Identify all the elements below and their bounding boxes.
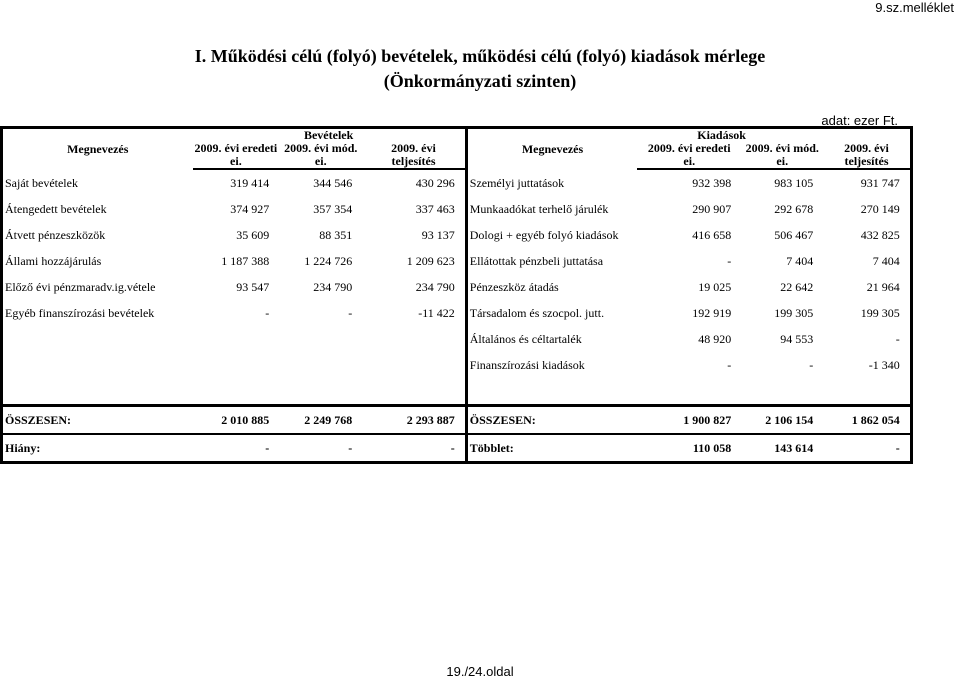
expense-total-original: 1 900 827	[637, 406, 741, 435]
income-actual: -11 422	[362, 300, 466, 326]
surplus-actual: -	[823, 434, 911, 463]
income-actual: 430 296	[362, 169, 466, 196]
expense-total-modified: 2 106 154	[741, 406, 823, 435]
expense-original: 932 398	[692, 176, 732, 190]
deficit-label: Hiány:	[2, 434, 193, 463]
expense-modified-header: 2009. évi mód. ei.	[741, 142, 823, 169]
table-row	[2, 248, 912, 274]
income-name: Egyéb finanszírozási bevételek	[5, 306, 155, 320]
expense-actual: 270 149	[860, 202, 900, 216]
expense-modified: -	[809, 358, 814, 372]
expense-name: Munkaadókat terhelő járulék	[469, 202, 609, 216]
expense-modified: 7 404	[786, 254, 814, 268]
income-modified: 234 790	[313, 280, 353, 294]
expense-name-header: Megnevezés	[466, 128, 637, 170]
income-name	[2, 326, 193, 352]
balance-table	[0, 126, 913, 464]
expense-section-header: Kiadások	[697, 128, 746, 142]
income-modified: -	[348, 306, 353, 320]
income-actual: 1 209 623	[362, 248, 466, 274]
income-original: 1 187 388	[221, 254, 270, 268]
expense-name: Finanszírozási kiadások	[469, 358, 585, 372]
expense-modified: 22 642	[780, 280, 814, 294]
income-original: 35 609	[236, 228, 270, 242]
expense-name: Általános és céltartalék	[469, 332, 582, 346]
income-modified: 344 546	[313, 176, 353, 190]
income-name	[2, 352, 193, 378]
unit-note: adat: ezer Ft.	[821, 113, 898, 128]
expense-actual: 432 825	[860, 228, 900, 242]
expense-actual: -	[895, 332, 900, 346]
income-total-modified: 2 249 768	[279, 406, 362, 435]
page-subtitle: (Önkormányzati szinten)	[383, 71, 577, 91]
expense-name: Személyi juttatások	[469, 175, 565, 190]
income-modified: 1 224 726	[304, 254, 353, 268]
expense-actual: -1 340	[868, 358, 900, 372]
expense-original: -	[727, 254, 732, 268]
income-section-header: Bevételek	[303, 128, 354, 142]
income-actual: 337 463	[362, 196, 466, 222]
expense-name: Ellátottak pénzbeli juttatása	[469, 254, 604, 268]
income-modified: 357 354	[313, 202, 353, 216]
expense-name: Társadalom és szocpol. jutt.	[469, 306, 605, 320]
income-name: Átengedett bevételek	[5, 202, 107, 216]
surplus-modified: 143 614	[741, 434, 823, 463]
header-row-1	[2, 128, 912, 143]
balance-row	[2, 434, 912, 463]
income-total-label: ÖSSZESEN:	[2, 406, 193, 435]
expense-modified: 506 467	[774, 228, 814, 242]
income-name: Saját bevételek	[5, 175, 78, 190]
income-name: Előző évi pénzmaradv.ig.vétele	[5, 280, 156, 294]
income-original	[193, 326, 280, 352]
income-name: Állami hozzájárulás	[5, 254, 102, 268]
page-title: I. Működési célú (folyó) bevételek, működési célú (folyó) kiadások mérlege	[194, 46, 766, 66]
income-original: 374 927	[230, 202, 270, 216]
income-modified: 88 351	[319, 228, 353, 242]
expense-modified: 199 305	[774, 306, 814, 320]
expense-original: 48 920	[698, 332, 732, 346]
page-number: 19./24.oldal	[446, 664, 514, 679]
deficit-original: -	[193, 434, 280, 463]
expense-total-label: ÖSSZESEN:	[466, 406, 637, 435]
surplus-label: Többlet:	[466, 434, 637, 463]
expense-actual-header: 2009. évi teljesítés	[823, 142, 911, 169]
income-actual-header: 2009. évi teljesítés	[362, 142, 466, 169]
table-row	[2, 274, 912, 300]
income-original	[193, 352, 280, 378]
income-actual: 234 790	[362, 274, 466, 300]
expense-original-header: 2009. évi eredeti ei.	[637, 142, 741, 169]
income-name: Átvett pénzeszközök	[5, 228, 106, 242]
expense-modified: 292 678	[774, 202, 814, 216]
income-original: -	[265, 306, 270, 320]
expense-actual: 199 305	[860, 306, 900, 320]
expense-actual: 21 964	[866, 280, 900, 294]
expense-actual: 7 404	[872, 254, 900, 268]
table-row	[2, 352, 912, 378]
expense-original: 192 919	[692, 306, 732, 320]
expense-original: 416 658	[692, 228, 732, 242]
income-original: 93 547	[236, 280, 270, 294]
spacer-row	[2, 378, 912, 406]
expense-total-actual: 1 862 054	[823, 406, 911, 435]
income-modified	[279, 352, 362, 378]
expense-actual: 931 747	[860, 176, 900, 190]
income-original: 319 414	[230, 176, 270, 190]
expense-name: Pénzeszköz átadás	[469, 280, 559, 294]
surplus-original: 110 058	[637, 434, 741, 463]
income-actual	[362, 326, 466, 352]
income-total-actual: 2 293 887	[362, 406, 466, 435]
deficit-modified: -	[279, 434, 362, 463]
expense-original: 290 907	[692, 202, 732, 216]
table-row	[2, 300, 912, 326]
income-actual: 93 137	[362, 222, 466, 248]
income-modified	[279, 326, 362, 352]
income-name-header: Megnevezés	[67, 141, 129, 156]
income-actual	[362, 352, 466, 378]
income-total-original: 2 010 885	[193, 406, 280, 435]
expense-modified: 94 553	[780, 332, 814, 346]
income-modified-header: 2009. évi mód. ei.	[279, 142, 362, 169]
totals-row	[2, 406, 912, 435]
expense-modified: 983 105	[774, 176, 814, 190]
expense-name: Dologi + egyéb folyó kiadások	[469, 228, 619, 242]
deficit-actual: -	[362, 434, 466, 463]
table-row	[2, 196, 912, 222]
expense-original: -	[727, 358, 732, 372]
table-row	[2, 326, 912, 352]
expense-original: 19 025	[698, 280, 732, 294]
attachment-label: 9.sz.melléklet	[875, 0, 954, 15]
income-original-header: 2009. évi eredeti ei.	[194, 142, 278, 168]
table-row	[2, 222, 912, 248]
table-row	[2, 169, 912, 196]
